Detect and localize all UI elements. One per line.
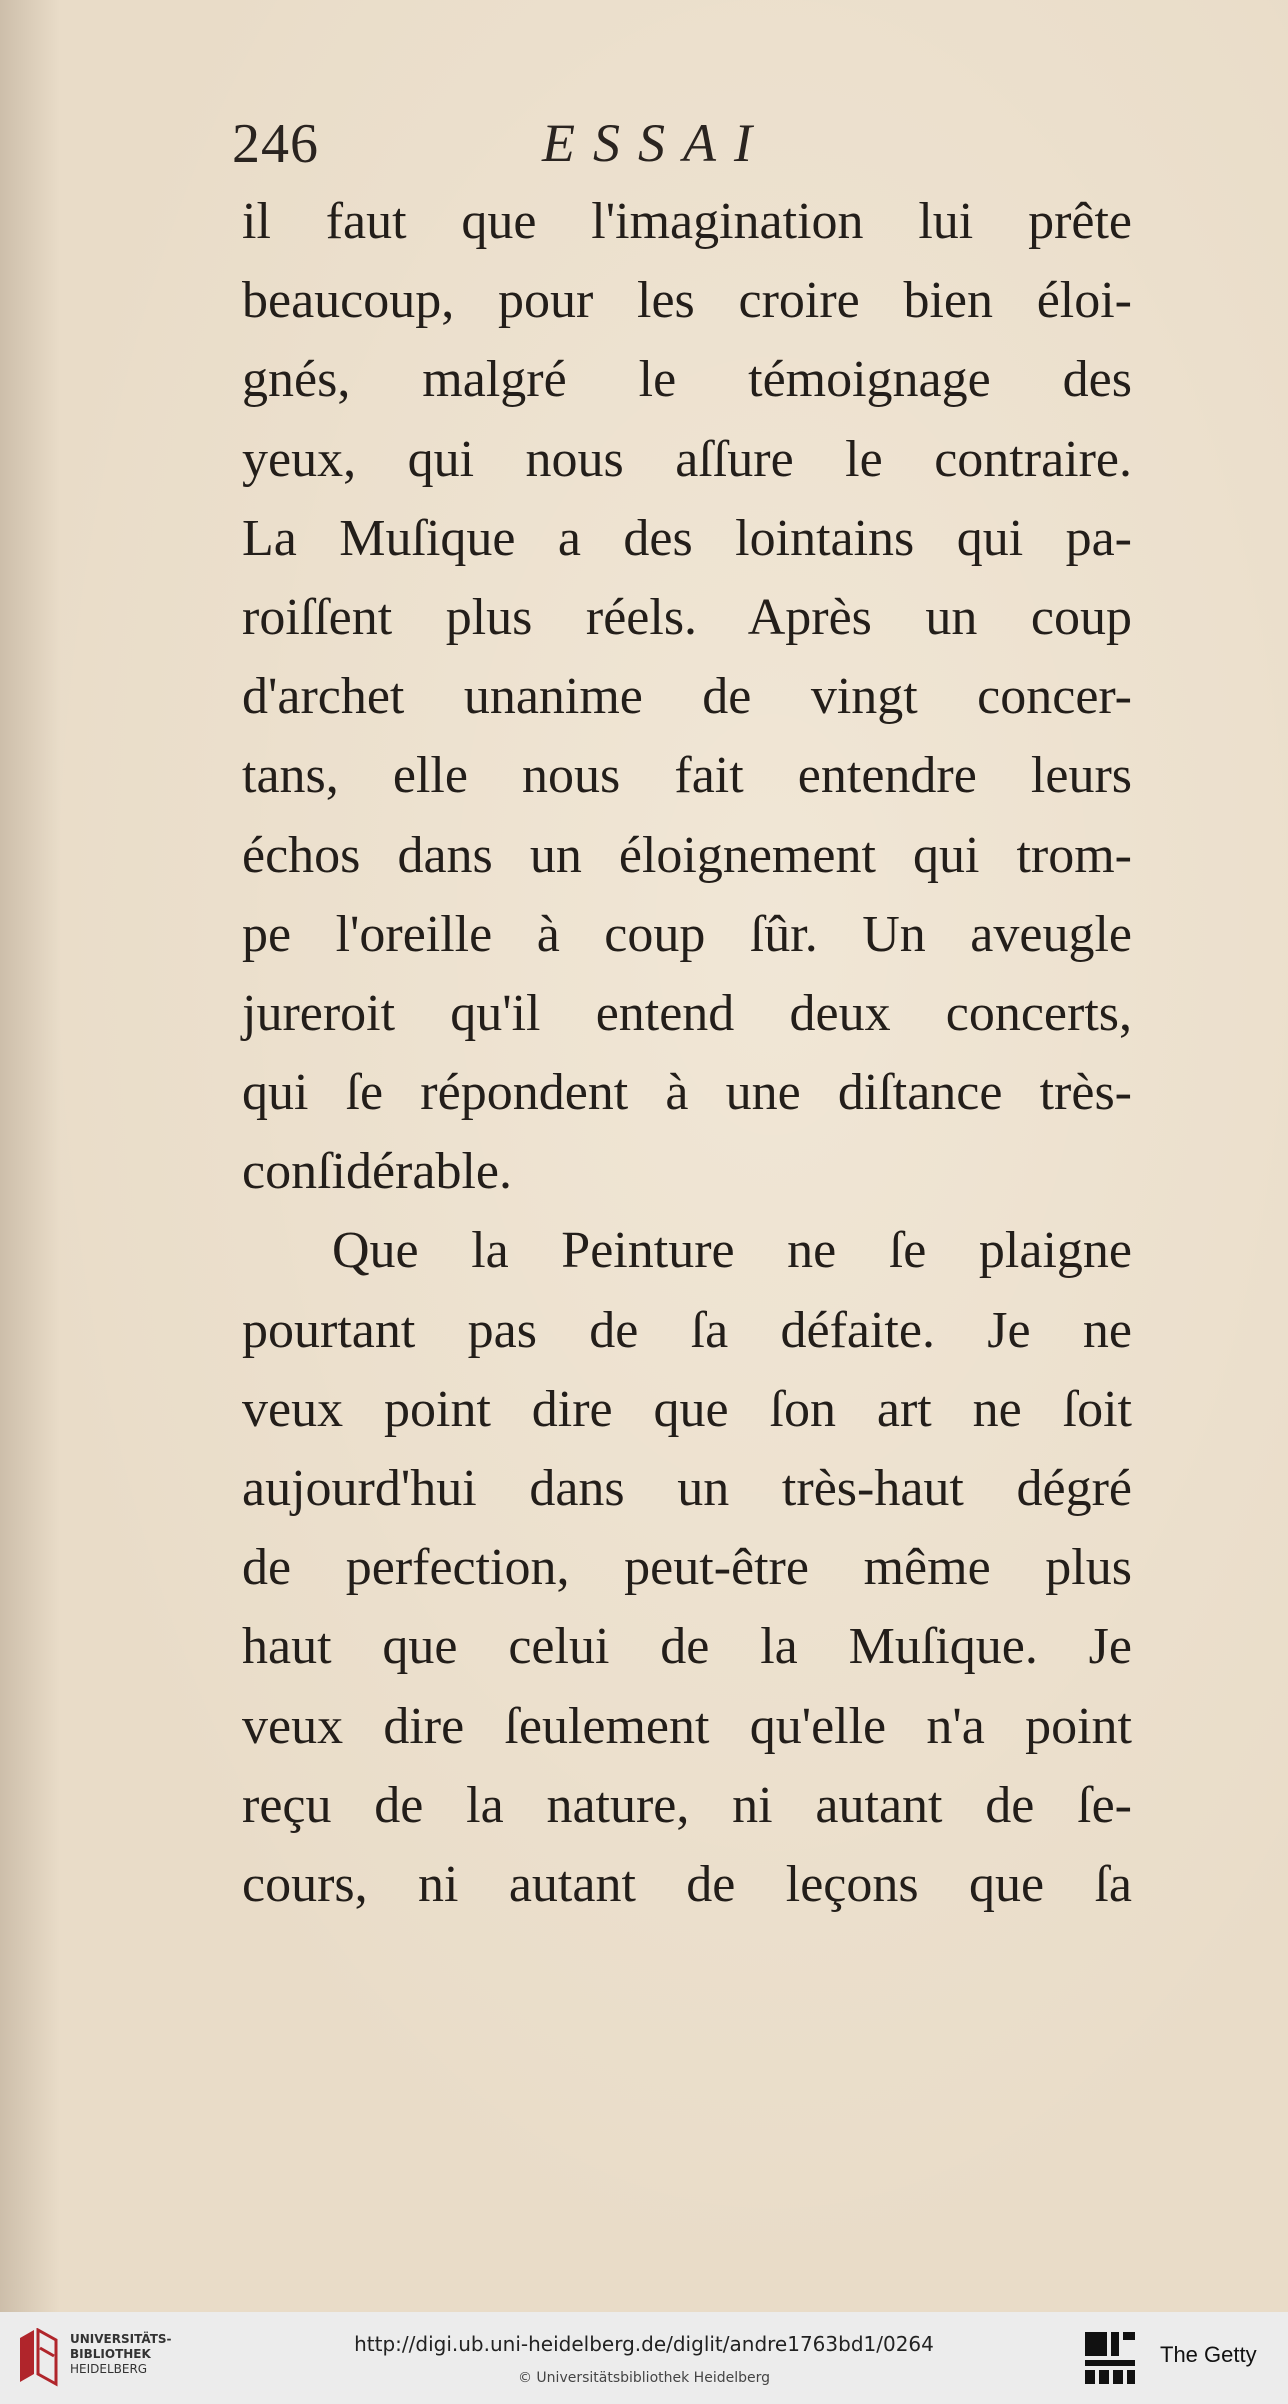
text-line: La Muſique a des lointains qui pa- <box>242 509 1132 567</box>
page-gutter-shadow <box>0 0 60 2312</box>
library-name-line: BIBLIOTHEK <box>70 2347 151 2361</box>
text-line: veux dire ſeulement qu'elle n'a point <box>242 1697 1132 1755</box>
text-line: d'archet unanime de vingt concer- <box>242 668 1132 726</box>
text-line: beaucoup, pour les croire bien éloi- <box>242 272 1132 330</box>
text-line: échos dans un éloignement qui trom- <box>242 826 1132 884</box>
getty-logo-icon <box>1083 2330 1137 2386</box>
copyright-notice: © Universitätsbibliothek Heidelberg <box>517 2370 770 2386</box>
text-line: aujourd'hui dans un très-haut dégré <box>242 1460 1132 1517</box>
library-name-line: UNIVERSITÄTS- <box>70 2332 172 2346</box>
text-line: de perfection, peut-être même plus <box>242 1539 1132 1597</box>
text-line: Que la Peinture ne ſe plaigne <box>332 1222 1132 1280</box>
text-line: reçu de la nature, ni autant de ſe- <box>242 1776 1132 1834</box>
partner-name: The Getty <box>1160 2342 1257 2367</box>
text-line: veux point dire que ſon art ne ſoit <box>242 1380 1132 1438</box>
viewer-footer <box>0 2312 1288 2404</box>
text-line: yeux, qui nous aſſure le contraire. <box>242 430 1132 488</box>
page-number: 246 <box>232 113 319 175</box>
text-line: gnés, malgré le témoignage des <box>242 351 1132 409</box>
text-line: cours, ni autant de leçons que ſa <box>242 1855 1132 1913</box>
text-line: roiſſent plus réels. Après un coup <box>242 588 1132 646</box>
text-line: qui ſe répondent à une diſtance très- <box>242 1064 1132 1122</box>
permalink-url[interactable]: http://digi.ub.uni-heidelberg.de/diglit/andre1763bd1/0264 <box>354 2332 934 2356</box>
text-line: il faut que l'imagination lui prête <box>242 193 1132 250</box>
body-text <box>242 182 1142 1924</box>
text-line: jureroit qu'il entend deux concerts, <box>242 984 1132 1042</box>
running-title: ESSAI <box>542 113 770 173</box>
text-line: conſidérable. <box>242 1143 512 1201</box>
text-line: haut que celui de la Muſique. Je <box>242 1618 1132 1676</box>
page-header <box>232 112 832 182</box>
text-line: pourtant pas de ſa défaite. Je ne <box>242 1301 1132 1359</box>
text-line: pe l'oreille à coup ſûr. Un aveugle <box>242 905 1132 963</box>
library-name-line: HEIDELBERG <box>70 2362 148 2376</box>
text-line: tans, elle nous fait entendre leurs <box>242 747 1132 805</box>
